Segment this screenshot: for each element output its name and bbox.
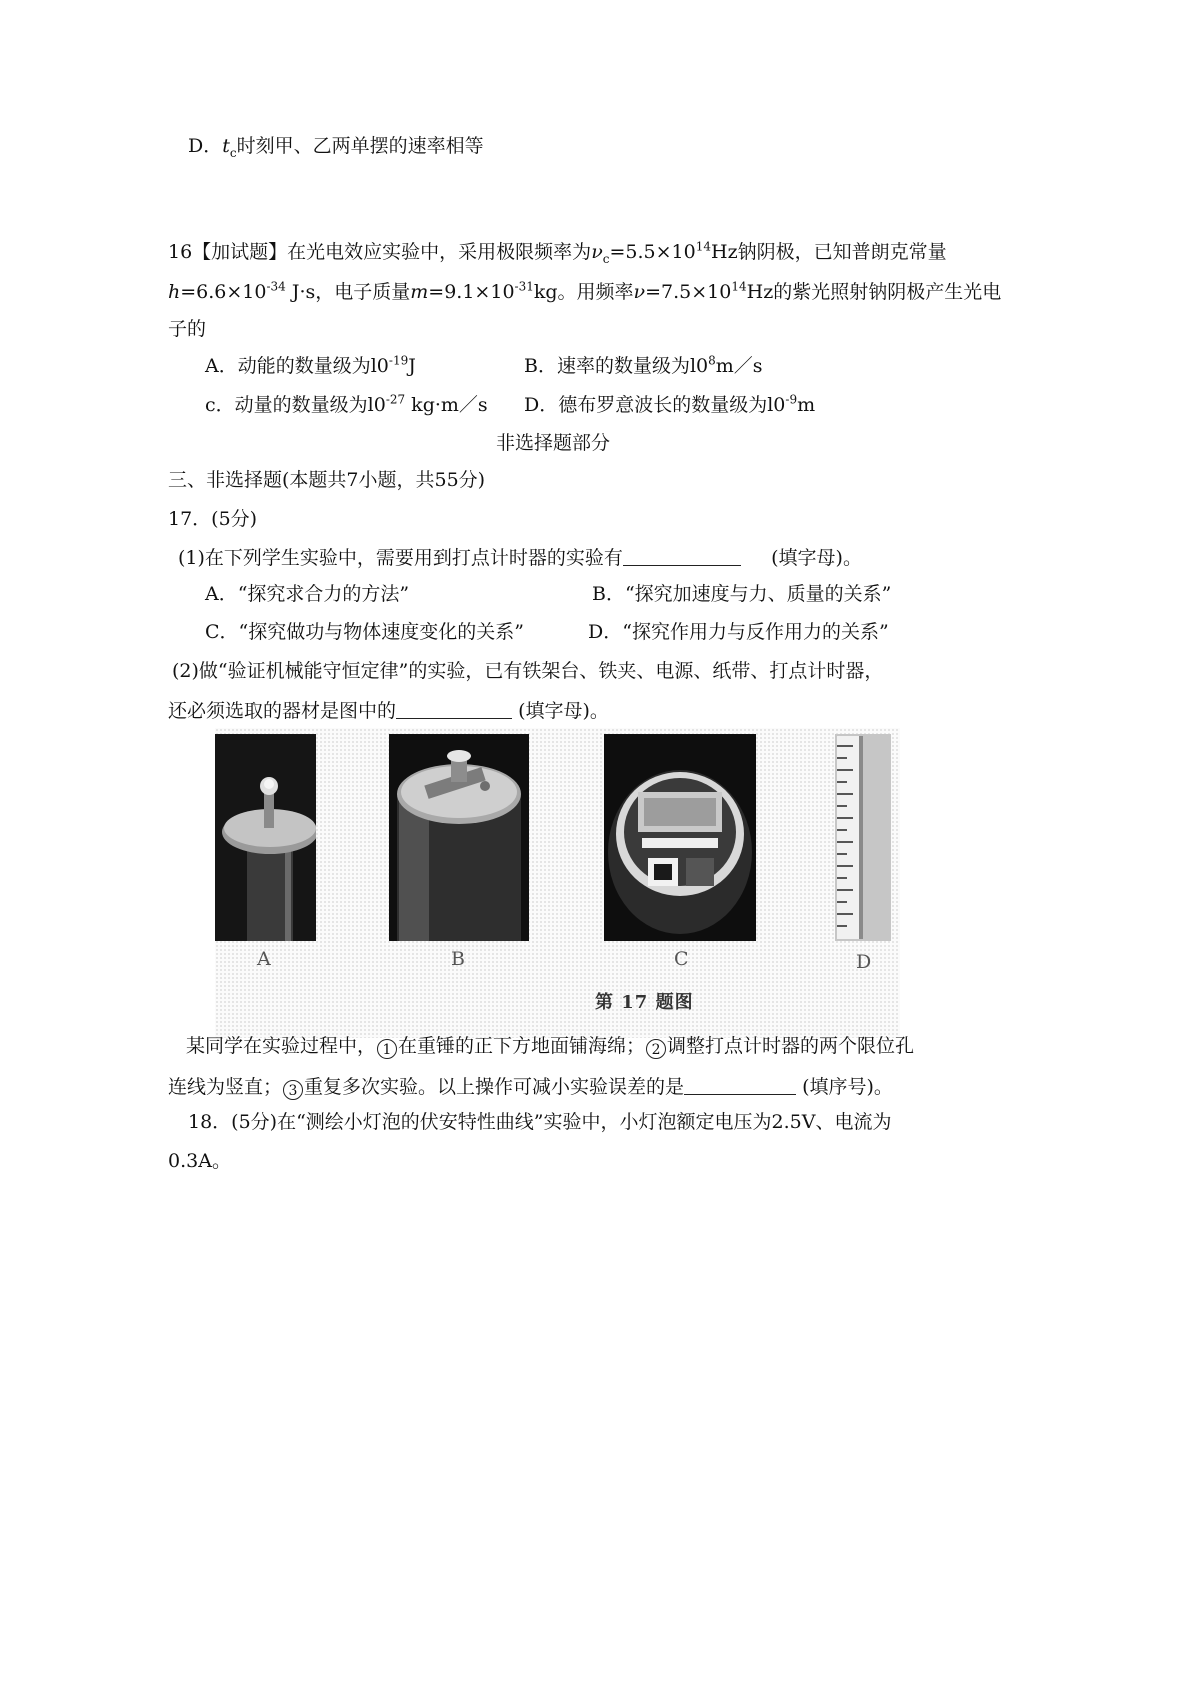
q17-option-d: D．“探究作用力与反作用力的关系” <box>588 621 889 643</box>
q16-stem-line3: 子的 <box>168 318 207 340</box>
q17-part2-line2: 还必须选取的器材是图中的 (填字母)。 <box>168 700 609 722</box>
q16-option-a: A．动能的数量级为$l0^{-19}J$ <box>205 353 416 377</box>
answer-blank <box>396 700 512 719</box>
q16-option-c: c．动量的数量级为$l0^{-27}$ kg·m／s <box>205 392 488 416</box>
q18-line2: 0.3A。 <box>168 1150 231 1172</box>
part3-heading: 三、非选择题(本题共7小题，共55分) <box>168 469 486 491</box>
q18-line1: 18．(5分)在“测绘小灯泡的伏安特性曲线”实验中，小灯泡额定电压为2.5V、电流为 <box>188 1111 892 1133</box>
q17-part3-line2: 连线为竖直； 3 重复多次实验。以上操作可减小实验误差的是 (填序号)。 <box>168 1076 893 1099</box>
figure-caption: 第 17 题图 <box>595 992 694 1013</box>
q17-option-a: A．“探究求合力的方法” <box>205 583 410 605</box>
q16-stem-line1: 16【加试题】在光电效应实验中，采用极限频率为$\nu_c=5.5\times 10^{14}Hz$钠阴极，已知普朗克常量 <box>168 239 947 266</box>
photo-a-weight <box>215 734 316 941</box>
photo-d-ruler <box>835 734 891 941</box>
q17-option-b: B．“探究加速度与力、质量的关系” <box>592 583 892 605</box>
q17-number: 17．(5分) <box>168 508 258 530</box>
circled-number-2: 2 <box>646 1039 666 1059</box>
figure-label-d: D <box>856 951 872 973</box>
circled-number-3: 3 <box>283 1080 303 1100</box>
answer-blank <box>684 1076 796 1095</box>
q17-part1: (1)在下列学生实验中，需要用到打点计时器的实验有 (填字母)。 <box>178 547 862 569</box>
circled-number-1: 1 <box>377 1039 397 1059</box>
answer-blank <box>623 547 741 566</box>
q17-part2-line1: (2)做“验证机械能守恒定律”的实验，已有铁架台、铁夹、电源、纸带、打点计时器， <box>172 660 884 682</box>
q17-option-c: C．“探究做功与物体速度变化的关系” <box>205 621 524 643</box>
figure-label-a: A <box>257 948 271 970</box>
q16-option-d: D．德布罗意波长的数量级为$l0^{-9}m$ <box>524 392 816 416</box>
photo-b-cylinder-weight <box>389 734 529 941</box>
figure-label-b: B <box>451 948 465 970</box>
q17-figure <box>215 728 900 1038</box>
q15-option-d: D．$t_c$时刻甲、乙两单摆的速率相等 <box>188 135 484 160</box>
q16-option-b: B．速率的数量级为$l0^8m/s$ <box>524 353 763 377</box>
photo-c-stopwatch <box>604 734 756 941</box>
q16-stem-line2: $h=6.6\times 10^{-34}$ J·s，电子质量$m=9.1\times 10^{-31}kg$。用频率$\nu=7.5\times 10^{14}Hz$的紫光照射钠阴极产生光电 <box>168 279 1002 303</box>
figure-label-c: C <box>674 948 689 970</box>
section-title: 非选择题部分 <box>496 432 611 454</box>
q17-part3-line1: 某同学在实验过程中， 1 在重锤的正下方地面铺海绵； 2 调整打点计时器的两个限位孔 <box>186 1035 915 1058</box>
